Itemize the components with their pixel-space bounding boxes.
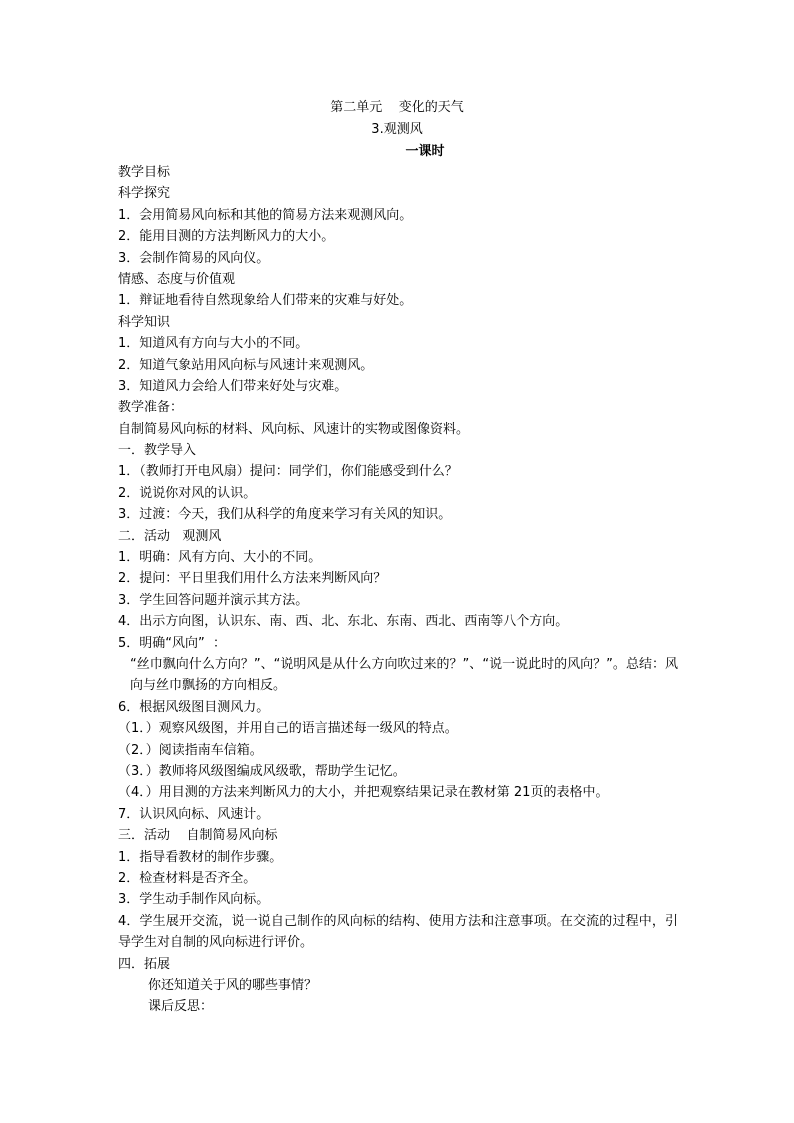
subheading-inquiry: 科学探究 (118, 186, 171, 202)
list-item: 1．辩证地看待自然现象给人们带来的灾难与好处。 (118, 293, 413, 309)
unit-title: 第二单元 变化的天气 (330, 100, 464, 115)
sub-list-item: （4．）用目测的方法来判断风力的大小，并把观察结果记录在教材第 21页的表格中。 (118, 785, 609, 801)
list-item: 2．能用目测的方法判断风力的大小。 (118, 229, 335, 245)
list-item: 1．知道风有方向与大小的不同。 (118, 336, 309, 352)
list-item: 1．会用简易风向标和其他的简易方法来观测风向。 (118, 207, 413, 223)
lesson-body (118, 162, 678, 1018)
period-label: 一课时 (405, 144, 445, 159)
list-item: 1．指导看教材的制作步骤。 (118, 849, 283, 865)
sub-list-item: （2．）阅读指南车信箱。 (118, 742, 263, 758)
sub-list-item: （3．）教师将风级图编成风级歌，帮助学生记忆。 (118, 763, 406, 779)
section-heading-objectives: 教学目标 (118, 165, 171, 180)
sub-list-item: （1．）观察风级图，并用自己的语言描述每一级风的特点。 (118, 721, 458, 737)
list-item: 4．学生展开交流，说一说自己制作的风向标的结构、使用方法和注意事项。在交流的过程中，引导学生对自制的风向标进行评价。 (118, 913, 678, 951)
list-item: 1．（教师打开电风扇）提问：同学们，你们能感受到什么？ (118, 464, 458, 480)
section-heading-activity-observe: 二．活动 观测风 (118, 528, 222, 544)
list-item: 4．出示方向图，认识东、南、西、北、东北、东南、西北、西南等八个方向。 (118, 614, 569, 630)
list-item: 6．根据风级图目测风力。 (118, 699, 270, 715)
section-heading-intro: 一．教学导入 (118, 443, 197, 459)
reflection-label: 课后反思： (148, 999, 214, 1015)
list-item: 1．明确：风有方向、大小的不同。 (118, 550, 322, 566)
list-item: 3．会制作简易的风向仪。 (118, 250, 270, 266)
list-item: 3．学生回答问题并演示其方法。 (118, 592, 309, 608)
list-item: 3．过渡：今天，我们从科学的角度来学习有关风的知识。 (118, 507, 452, 523)
section-heading-extension: 四．拓展 (118, 956, 171, 972)
lesson-title: 3.观测风 (371, 122, 423, 137)
subheading-attitude: 情感、态度与价值观 (118, 271, 236, 287)
section-heading-preparation: 教学准备： (118, 400, 184, 416)
list-item: 2．知道气象站用风向标与风速计来观测风。 (118, 357, 374, 373)
list-item: 3．知道风力会给人们带来好处与灾难。 (118, 378, 348, 394)
paragraph: 你还知道关于风的哪些事情？ (148, 977, 318, 993)
paragraph: “丝巾飘向什么方向？”、“说明风是从什么方向吹过来的？”、“说一说此时的风向？”。总结：风向与丝巾飘扬的方向相反。 (130, 656, 678, 694)
list-item: 7．认识风向标、风速计。 (118, 806, 270, 822)
list-item: 2．说说你对风的认识。 (118, 485, 257, 501)
section-heading-activity-make: 三．活动 自制简易风向标 (118, 828, 278, 844)
list-item: 2．检查材料是否齐全。 (118, 870, 257, 886)
list-item: 5．明确“风向” ： (118, 635, 227, 651)
list-item: 2．提问：平日里我们用什么方法来判断风向？ (118, 571, 387, 587)
subheading-knowledge: 科学知识 (118, 314, 171, 330)
list-item: 3．学生动手制作风向标。 (118, 892, 270, 908)
paragraph: 自制简易风向标的材料、风向标、风速计的实物或图像资料。 (118, 421, 470, 437)
